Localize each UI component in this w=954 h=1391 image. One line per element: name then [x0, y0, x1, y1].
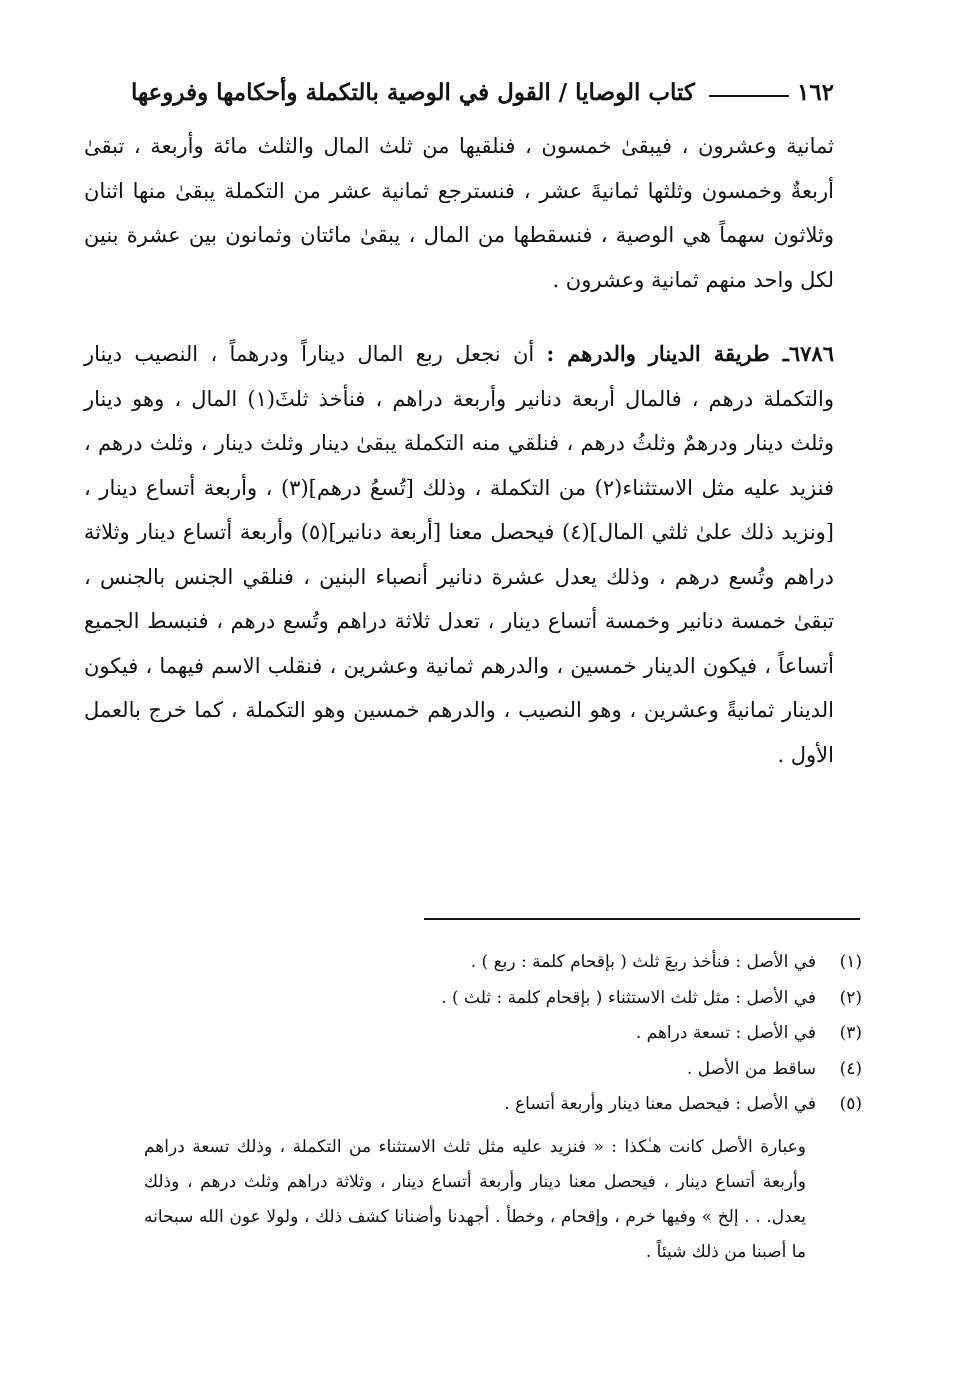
footnote-item	[84, 981, 862, 1017]
footnote-number: (٥)	[839, 1094, 862, 1114]
footnote-item	[84, 1016, 862, 1052]
footnote-text: في الأصل : تسعة دراهم .	[635, 1023, 816, 1043]
footnote-number: (٣)	[839, 1023, 862, 1043]
page-number: ١٦٢	[796, 78, 834, 106]
footnote-item	[84, 945, 862, 981]
footnotes-list	[84, 945, 862, 1123]
footnote-text: ساقط من الأصل .	[686, 1058, 816, 1079]
footnote-item	[84, 1052, 862, 1088]
footnote-5-continuation: وعبارة الأصل كانت هـٰكذا : « فنزيد عليه مثل ثلث الاستثناء من التكملة ، وذلك تسعة دراهم وأربعة أتساع دينار ، فيحصل معنا دينار وأربعة أتساع دينار ، وثلاثة دراهم وثلث درهم ، وذلك يعدل. . . إلخ » وفيها خرم ، وإقحام ، وخطأ . أجهدنا وأضنانا كشف ذلك ، ولولا عون الله سبحانه ما أصبنا من ذلك شيئاً .	[144, 1137, 806, 1262]
section-body: أن نجعل ربع المال ديناراً ودرهماً ، النصيب دينار والتكملة درهم ، فالمال أربعة دنانير وأربعة دراهم ، فنأخذ ثلثَ(١) المال ، وهو دينار وثلث دينار ودرهمٌ وثلثُ درهم ، فنلقي منه التكملة يبقىٰ دينار وثلث دينار ، وثلث درهم ، فنزيد عليه مثل الاستثناء(٢) من التكملة ، وذلك [تُسعُ درهم](٣) ، وأربعة أتساع دينار ، [ونزيد ذلك علىٰ ثلثي المال](٤) فيحصل معنا [أربعة دنانير](٥) وأربعة أتساع دينار وثلاثة دراهم وتُسع درهم ، وذلك يعدل عشرة دنانير أنصباء البنين ، فنلقي الجنس بالجنس ، تبقىٰ خمسة دنانير وخمسة أتساع دينار ، تعدل ثلاثة دراهم وتُسع درهم ، فنبسط الجميع أتساعاً ، فيكون الدينار خمسين ، والدرهم ثمانية وعشرين ، فنقلب الاسم فيهما ، فيكون الدينار ثمانيةً وعشرين ، وهو النصيب ، والدرهم خمسين وهو التكملة ، كما خرج بالعمل الأول .	[84, 342, 834, 767]
footnote-number: (٢)	[839, 987, 862, 1008]
footnote-separator	[424, 918, 860, 920]
running-header	[84, 72, 834, 112]
header-title: كتاب الوصايا / القول في الوصية بالتكملة وأحكامها وفروعها	[130, 78, 695, 106]
footnote-number: (٤)	[839, 1058, 862, 1079]
body-paragraph-2	[84, 332, 834, 777]
body-paragraph-1: ثمانية وعشرون ، فيبقىٰ خمسون ، فنلقيها من ثلث المال والثلث مائة وأربعة ، تبقىٰ أربعةٌ وخمسون وثلثها ثمانيةَ عشر ، فنسترجع ثمانية عشر من التكملة يبقىٰ منها اثنان وثلاثون سهماً هي الوصية ، فنسقطها من المال ، يبقىٰ مائتان وثمانون بين عشرة بنين لكل واحد منهم ثمانية وعشرون .	[84, 134, 834, 292]
footnote-number: (١)	[839, 952, 862, 972]
section-heading: ٦٧٨٦ـ طريقة الدينار والدرهم :	[546, 341, 834, 366]
footnote-text: في الأصل : فنأخذ ربعَ ثلث ( بإقحام كلمة : ربع ) .	[470, 952, 816, 972]
footnote-text: في الأصل : فيحصل معنا دينار وأربعة أتساع .	[504, 1094, 816, 1114]
footnote-item	[84, 1087, 862, 1123]
footnote-text: في الأصل : مثل ثلث الاستثناء ( بإقحام كلمة : ثلث ) .	[441, 987, 816, 1008]
header-rule	[709, 95, 789, 97]
